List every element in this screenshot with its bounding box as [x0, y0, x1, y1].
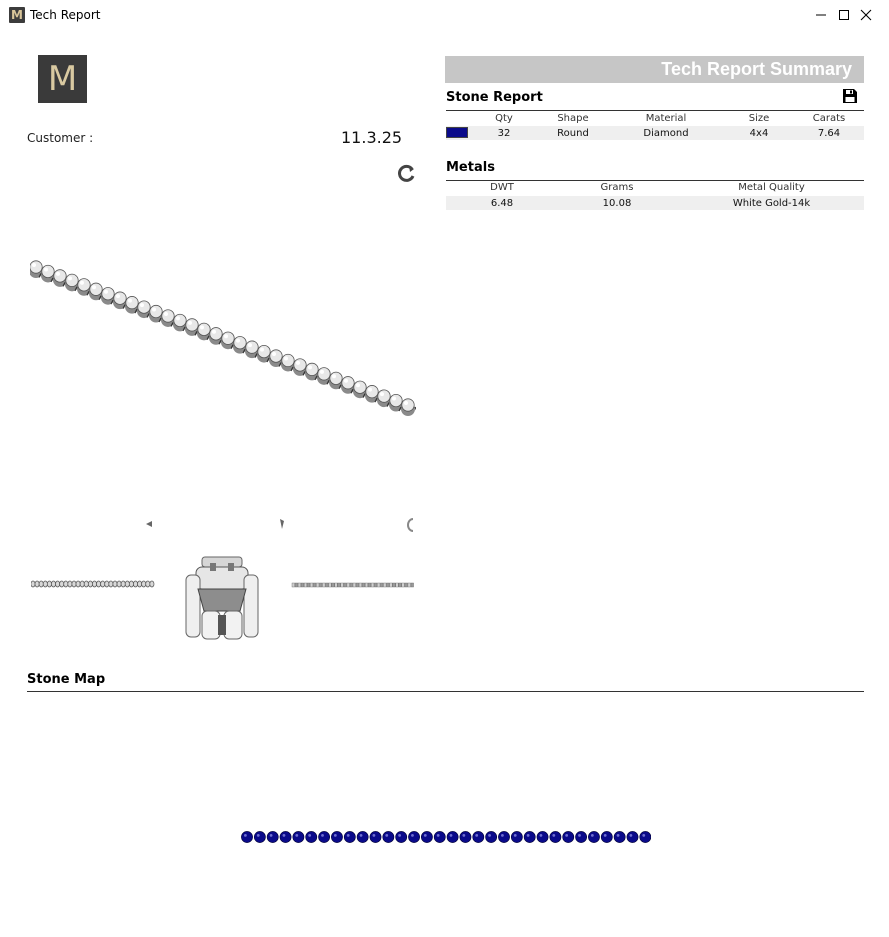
chain-link [146, 581, 150, 587]
stone-highlight [450, 834, 453, 837]
summary-title: Tech Report Summary [661, 59, 852, 79]
stone-highlight [272, 352, 276, 356]
chain-link [105, 581, 109, 587]
bracelet-stone [126, 296, 138, 308]
stone-qty: 32 [497, 128, 511, 139]
stone-highlight [540, 834, 543, 837]
chain-link [125, 581, 129, 587]
col-qty: Qty [495, 113, 513, 124]
stone-marker [640, 831, 651, 842]
stone-marker [370, 831, 381, 842]
chain-link [371, 583, 374, 587]
stone-map-title: Stone Map [27, 672, 106, 687]
bracelet-stone [78, 279, 90, 291]
chain-link [97, 581, 101, 587]
stone-highlight [404, 401, 408, 405]
chain-link [341, 583, 344, 587]
stone-highlight [176, 316, 180, 320]
chain-link [350, 583, 353, 587]
chain-link [60, 581, 64, 587]
chain-link [329, 583, 332, 587]
chain-link [402, 583, 405, 587]
bracelet-stone [42, 265, 54, 277]
stone-highlight [411, 834, 414, 837]
chain-link [347, 583, 350, 587]
stone-marker [460, 831, 471, 842]
chain-link [295, 583, 298, 587]
bracelet-stone [294, 359, 306, 371]
chain-link [335, 583, 338, 587]
col-carats: Carats [812, 113, 846, 124]
bracelet-stone [306, 363, 318, 375]
stone-highlight [308, 834, 311, 837]
chain-link [377, 583, 380, 587]
chain-link [72, 581, 76, 587]
bracelet-stone [198, 323, 210, 335]
stone-marker [357, 831, 368, 842]
view-marker-right [405, 518, 415, 532]
stone-marker [319, 831, 330, 842]
col-metal-quality: Metal Quality [738, 182, 805, 193]
stone-marker [241, 831, 252, 842]
stone-highlight [32, 263, 36, 267]
chain-link [326, 583, 329, 587]
stone-highlight [80, 281, 84, 285]
bracelet-side-view-left [31, 578, 155, 590]
chain-link [101, 581, 105, 587]
stone-highlight [116, 294, 120, 298]
chain-link [84, 581, 88, 587]
stone-marker [537, 831, 548, 842]
col-dwt: DWT [490, 182, 514, 193]
stone-marker [576, 831, 587, 842]
chain-link [316, 583, 319, 587]
chain-link [292, 583, 295, 587]
bracelet-stone [330, 372, 342, 384]
chain-link [142, 581, 146, 587]
stone-highlight [68, 276, 72, 280]
stone-carats: 7.64 [817, 128, 841, 139]
stone-marker [486, 831, 497, 842]
chain-link [76, 581, 80, 587]
chain-link [307, 583, 310, 587]
chain-link [301, 583, 304, 587]
stone-highlight [360, 834, 363, 837]
stone-highlight [514, 834, 517, 837]
stone-highlight [424, 834, 427, 837]
chain-link [304, 583, 307, 587]
bracelet-stone [246, 341, 258, 353]
chain-link [298, 583, 301, 587]
stone-marker [473, 831, 484, 842]
stone-highlight [92, 285, 96, 289]
chain-link [411, 583, 414, 587]
bracelet-stone [354, 381, 366, 393]
stone-marker [280, 831, 291, 842]
customer-label: Customer : [27, 131, 94, 145]
stone-highlight [392, 397, 396, 401]
stone-highlight [128, 299, 132, 303]
chain-link [393, 583, 396, 587]
close-icon [860, 9, 872, 21]
stone-marker [434, 831, 445, 842]
stone-report-divider [446, 110, 864, 111]
bracelet-3d-render [30, 255, 416, 420]
stone-highlight [188, 321, 192, 325]
stone-highlight [104, 290, 108, 294]
stone-marker [614, 831, 625, 842]
chain-link [362, 583, 365, 587]
chain-link [313, 583, 316, 587]
stone-marker [447, 831, 458, 842]
chain-link [80, 581, 84, 587]
stone-highlight [604, 834, 607, 837]
chain-link [356, 583, 359, 587]
metals-divider [446, 180, 864, 181]
chain-link [380, 583, 383, 587]
chain-link [138, 581, 142, 587]
stone-highlight [320, 370, 324, 374]
stone-marker [563, 831, 574, 842]
stone-highlight [44, 267, 48, 271]
stone-marker [511, 831, 522, 842]
chain-link [396, 583, 399, 587]
metal-dwt: 6.48 [490, 198, 514, 209]
stone-highlight [164, 312, 168, 316]
chain-link [129, 581, 133, 587]
chain-link [47, 581, 51, 587]
stone-highlight [140, 303, 144, 307]
chain-link [408, 583, 411, 587]
stone-highlight [630, 834, 633, 837]
stone-highlight [334, 834, 337, 837]
stone-highlight [344, 379, 348, 383]
stone-highlight [332, 374, 336, 378]
bracelet-stone [66, 274, 78, 286]
chain-link [64, 581, 68, 587]
bracelet-stone [162, 310, 174, 322]
stone-marker [331, 831, 342, 842]
stone-highlight [373, 834, 376, 837]
chain-link [344, 583, 347, 587]
stone-highlight [260, 348, 264, 352]
stone-highlight [565, 834, 568, 837]
stone-marker [293, 831, 304, 842]
stone-highlight [368, 388, 372, 392]
bracelet-stone [90, 283, 102, 295]
bracelet-stone [210, 328, 222, 340]
stone-highlight [244, 834, 247, 837]
bracelet-stone [342, 377, 354, 389]
chain-link [92, 581, 96, 587]
title-bar [0, 0, 889, 30]
stone-marker [550, 831, 561, 842]
chain-link [117, 581, 121, 587]
stone-highlight [152, 308, 156, 312]
stone-highlight [248, 343, 252, 347]
chain-link [109, 581, 113, 587]
stone-highlight [475, 834, 478, 837]
stone-highlight [270, 834, 273, 837]
bracelet-stone [270, 350, 282, 362]
stone-highlight [56, 272, 60, 276]
chain-link [39, 581, 43, 587]
stone-material: Diamond [643, 128, 689, 139]
chain-link [121, 581, 125, 587]
bracelet-stone [54, 270, 66, 282]
chain-link [35, 581, 39, 587]
stone-highlight [283, 834, 286, 837]
chain-link [113, 581, 117, 587]
stone-highlight [257, 834, 260, 837]
stone-highlight [398, 834, 401, 837]
chain-link [31, 581, 35, 587]
stone-highlight [462, 834, 465, 837]
stone-highlight [200, 325, 204, 329]
app-logo-icon: M [9, 7, 25, 23]
stone-marker [421, 831, 432, 842]
chain-link [43, 581, 47, 587]
chain-link [150, 581, 154, 587]
chain-link [68, 581, 72, 587]
chain-link [387, 583, 390, 587]
stone-highlight [212, 330, 216, 334]
stone-map-diagram [241, 830, 651, 844]
bracelet-stone [258, 345, 270, 357]
stone-marker [498, 831, 509, 842]
rotate-icon[interactable] [398, 164, 416, 182]
stone-map-divider [27, 691, 864, 692]
bracelet-stone [402, 399, 414, 411]
stone-marker [408, 831, 419, 842]
chain-link [405, 583, 408, 587]
metal-grams: 10.08 [602, 198, 632, 209]
stone-size: 4x4 [749, 128, 769, 139]
window-title: Tech Report [30, 8, 101, 22]
stone-marker [383, 831, 394, 842]
chain-link [332, 583, 335, 587]
stone-highlight [380, 392, 384, 396]
stone-marker [396, 831, 407, 842]
chain-link [399, 583, 402, 587]
stone-shape: Round [557, 128, 589, 139]
tech-report-summary-banner [445, 56, 864, 83]
stone-highlight [552, 834, 555, 837]
stone-highlight [385, 834, 388, 837]
bracelet-stone [234, 336, 246, 348]
stone-marker [254, 831, 265, 842]
stone-highlight [617, 834, 620, 837]
stone-highlight [296, 361, 300, 365]
chain-link [359, 583, 362, 587]
metal-quality: White Gold-14k [732, 198, 811, 209]
chain-link [133, 581, 137, 587]
bracelet-stone [114, 292, 126, 304]
chain-link [368, 583, 371, 587]
bracelet-stone [138, 301, 150, 313]
chain-link [365, 583, 368, 587]
stone-highlight [501, 834, 504, 837]
bracelet-end-view [182, 553, 262, 643]
chain-link [374, 583, 377, 587]
stone-marker [267, 831, 278, 842]
col-size: Size [748, 113, 770, 124]
chain-link [51, 581, 55, 587]
close-button[interactable] [843, 0, 889, 30]
stone-highlight [284, 356, 288, 360]
stone-highlight [347, 834, 350, 837]
stone-marker [588, 831, 599, 842]
stone-report-title: Stone Report [446, 90, 543, 105]
bracelet-stone [30, 261, 42, 273]
view-marker-center [279, 518, 285, 530]
stone-highlight [488, 834, 491, 837]
chain-link [390, 583, 393, 587]
bracelet-stone [318, 368, 330, 380]
chain-link [56, 581, 60, 587]
company-logo: M [38, 55, 87, 103]
col-grams: Grams [600, 182, 634, 193]
bracelet-stone [222, 332, 234, 344]
chain-link [384, 583, 387, 587]
metals-title: Metals [446, 160, 495, 175]
stone-highlight [591, 834, 594, 837]
chain-link [88, 581, 92, 587]
bracelet-stone [174, 314, 186, 326]
report-date: 11.3.25 [341, 128, 403, 147]
stone-color-swatch [446, 127, 468, 138]
col-shape: Shape [557, 113, 589, 124]
chain-link [323, 583, 326, 587]
stone-highlight [578, 834, 581, 837]
chain-link [319, 583, 322, 587]
bracelet-stone [378, 390, 390, 402]
stone-highlight [321, 834, 324, 837]
stone-highlight [224, 334, 228, 338]
chain-link [353, 583, 356, 587]
col-material: Material [645, 113, 687, 124]
bracelet-stone [390, 394, 402, 406]
bracelet-stone [150, 305, 162, 317]
stone-highlight [437, 834, 440, 837]
bracelet-stone [366, 385, 378, 397]
stone-highlight [356, 383, 360, 387]
chain-link [338, 583, 341, 587]
stone-marker [344, 831, 355, 842]
stone-marker [601, 831, 612, 842]
view-marker-left [145, 520, 153, 528]
stone-marker [524, 831, 535, 842]
stone-highlight [236, 339, 240, 343]
stone-highlight [295, 834, 298, 837]
stone-highlight [642, 834, 645, 837]
stone-marker [306, 831, 317, 842]
chain-link [310, 583, 313, 587]
bracelet-stone [282, 354, 294, 366]
save-icon[interactable] [842, 88, 858, 104]
bracelet-stone [102, 288, 114, 300]
bracelet-stone [186, 319, 198, 331]
bracelet-top-view [291, 580, 415, 590]
stone-highlight [308, 365, 312, 369]
stone-highlight [527, 834, 530, 837]
stone-marker [627, 831, 638, 842]
